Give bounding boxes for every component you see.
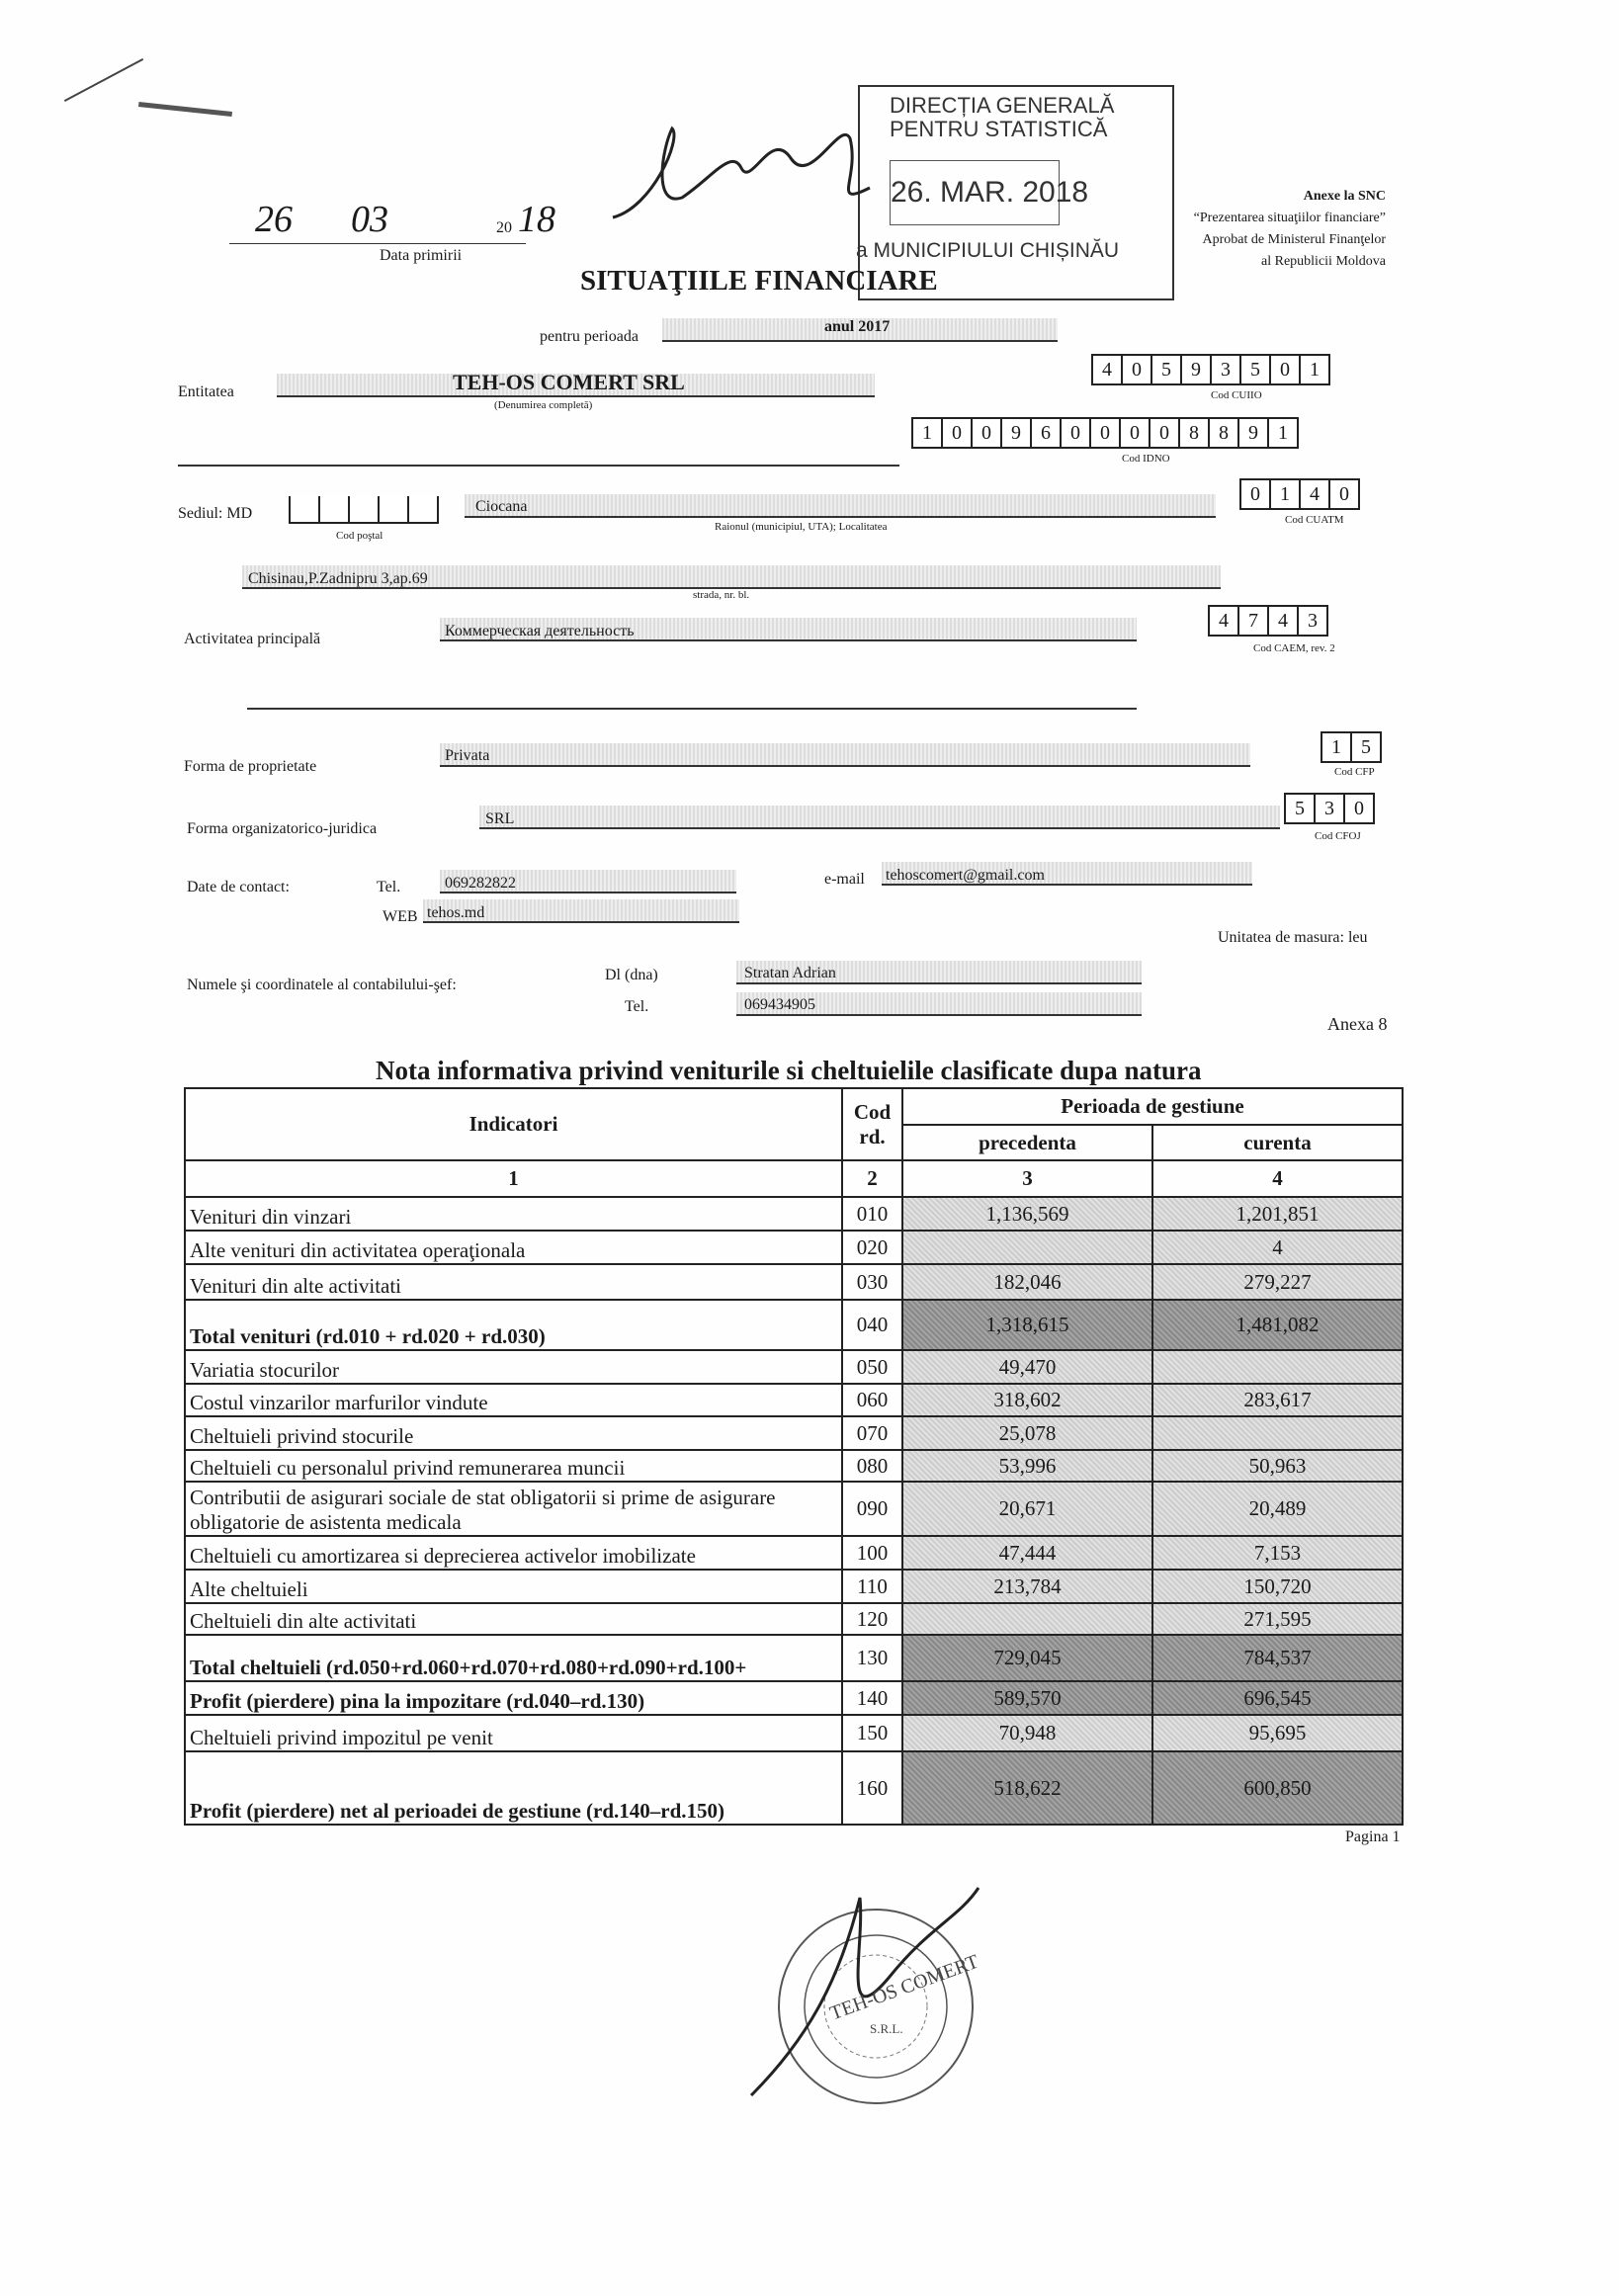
code-digit: 0 [1091,419,1121,447]
page-number: Pagina 1 [1345,1828,1401,1845]
value-previous: 25,078 [902,1416,1152,1450]
signature [593,109,890,237]
cuatm-code-boxes [1239,478,1360,510]
table-row [185,1350,1403,1384]
row-label: Cheltuieli privind stocurile [185,1416,842,1450]
idno-label: Cod IDNO [1122,453,1170,465]
annex-number: Anexa 8 [1327,1014,1388,1034]
value-current: 1,201,851 [1152,1197,1403,1231]
receipt-day: 26 [255,199,293,240]
pen-mark [64,58,143,102]
row-code: 110 [842,1570,902,1603]
column-number: 1 [185,1160,842,1197]
code-digit: 4 [1093,356,1123,383]
seal-name: TEH-OS COMERT [826,1950,982,2025]
value-current: 4 [1152,1231,1403,1264]
code-digit: 0 [1271,356,1301,383]
entity-sublabel: (Denumirea completă) [494,399,593,411]
accountant-name: Stratan Adrian [744,965,836,981]
code-digit: 9 [1239,419,1269,447]
value-current: 600,850 [1152,1751,1403,1825]
value-previous: 589,570 [902,1681,1152,1715]
row-code: 010 [842,1197,902,1231]
annex-line: al Republicii Moldova [1261,254,1386,269]
row-code: 120 [842,1603,902,1635]
code-digit: 0 [1150,419,1180,447]
code-digit: 0 [973,419,1002,447]
accountant-phone-label: Tel. [625,998,649,1015]
legal-form-label: Forma organizatorico-juridica [187,820,378,837]
value-current: 271,595 [1152,1603,1403,1635]
code-digit: 4 [1269,607,1299,635]
table-row [185,1264,1403,1300]
value-previous: 20,671 [902,1482,1152,1536]
row-label: Contributii de asigurari sociale de stat obligatorii si prime de asigurare obligatorie de asistenta medicala [185,1482,842,1536]
table-row [185,1681,1403,1715]
code-digit: 0 [1339,483,1349,505]
code-digit: 6 [1032,419,1062,447]
code-digit: 8 [1210,419,1239,447]
row-code: 090 [842,1482,902,1536]
row-code: 160 [842,1751,902,1825]
idno-code-boxes [911,417,1299,449]
row-label: Alte cheltuieli [185,1570,842,1603]
receipt-year: 18 [518,199,555,240]
code-digit: 1 [913,419,943,447]
code-digit: 5 [1241,356,1271,383]
document-title: SITUAŢIILE FINANCIARE [580,265,938,297]
web-value: tehos.md [427,904,485,921]
row-label: Cheltuieli privind impozitul pe venit [185,1715,842,1751]
row-label: Venituri din vinzari [185,1197,842,1231]
note-title: Nota informativa privind veniturile si cheltuielile clasificate dupa natura [376,1056,1202,1085]
stamp-line: DIRECȚIA GENERALĂ [890,93,1115,118]
table-row [185,1197,1403,1231]
row-code: 060 [842,1384,902,1416]
annex-line: “Prezentarea situaţiilor financiare” [1193,211,1386,225]
code-digit: 0 [1123,356,1152,383]
code-digit: 1 [1322,733,1352,761]
value-current: 150,720 [1152,1570,1403,1603]
code-digit: 1 [1271,480,1301,508]
email-value: tehoscomert@gmail.com [886,867,1045,884]
table-row [185,1384,1403,1416]
caem-label: Cod CAEM, rev. 2 [1253,642,1335,654]
value-current: 20,489 [1152,1482,1403,1536]
cfoj-code-boxes [1284,793,1375,824]
table-row [185,1482,1403,1536]
cfp-code-boxes [1321,731,1382,763]
code-digit: 3 [1316,795,1345,822]
row-label: Profit (pierdere) pina la impozitare (rd.040–rd.130) [185,1681,842,1715]
table-row [185,1751,1403,1825]
value-current: 784,537 [1152,1635,1403,1681]
value-current: 50,963 [1152,1450,1403,1482]
value-current: 95,695 [1152,1715,1403,1751]
value-previous: 1,318,615 [902,1300,1152,1350]
code-digit: 0 [1062,419,1091,447]
accountant-name-label: Dl (dna) [605,967,658,983]
stamp-line: a MUNICIPIULUI CHIȘINĂU [856,239,1120,262]
code-digit: 1 [1310,359,1320,381]
receipt-year-prefix: 20 [496,219,512,236]
column-number: 4 [1152,1160,1403,1197]
web-label: WEB [383,908,418,925]
property-label: Forma de proprietate [184,758,317,775]
seat-label: Sediul: MD [178,505,253,522]
property-value: Privata [445,747,490,764]
locality-value: Ciocana [475,498,528,515]
value-previous: 318,602 [902,1384,1152,1416]
pen-mark [138,102,232,117]
code-digit: 3 [1308,610,1318,632]
period-label: pentru perioada [540,328,639,345]
value-previous: 213,784 [902,1570,1152,1603]
cuatm-label: Cod CUATM [1285,514,1344,526]
value-previous: 182,046 [902,1264,1152,1300]
row-code: 070 [842,1416,902,1450]
phone-value: 069282822 [445,875,516,892]
value-previous: 518,622 [902,1751,1152,1825]
code-digit: 0 [1121,419,1150,447]
row-code: 130 [842,1635,902,1681]
table-row [185,1635,1403,1681]
value-previous: 1,136,569 [902,1197,1152,1231]
period-value: anul 2017 [824,318,891,335]
value-current [1152,1416,1403,1450]
row-code: 150 [842,1715,902,1751]
row-code: 030 [842,1264,902,1300]
value-previous [902,1603,1152,1635]
locality-label: Raionul (municipiul, UTA); Localitatea [715,521,888,533]
header-indicators: Indicatori [185,1088,842,1160]
value-current: 279,227 [1152,1264,1403,1300]
unit-label: Unitatea de masura: leu [1218,929,1368,946]
value-current: 283,617 [1152,1384,1403,1416]
value-previous: 729,045 [902,1635,1152,1681]
code-digit: 7 [1239,607,1269,635]
cuiio-code-boxes [1091,354,1330,385]
value-current: 696,545 [1152,1681,1403,1715]
table-row [185,1300,1403,1350]
legal-form-value: SRL [485,810,515,827]
table-row [185,1450,1403,1482]
code-digit: 4 [1210,607,1239,635]
code-digit: 8 [1180,419,1210,447]
code-digit: 0 [943,419,973,447]
table-row [185,1570,1403,1603]
email-label: e-mail [824,871,865,888]
table-row [185,1603,1403,1635]
row-label: Variatia stocurilor [185,1350,842,1384]
row-label: Profit (pierdere) net al perioadei de gestiune (rd.140–rd.150) [185,1751,842,1825]
receipt-month: 03 [351,199,388,240]
street-value: Chisinau,P.Zadnipru 3,ap.69 [248,570,428,587]
receipt-label: Data primirii [380,247,463,264]
code-digit: 0 [1354,798,1364,819]
row-code: 140 [842,1681,902,1715]
row-label: Cheltuieli din alte activitati [185,1603,842,1635]
street-label: strada, nr. bl. [693,589,750,601]
code-digit: 9 [1002,419,1032,447]
table-row [185,1416,1403,1450]
row-label: Alte venituri din activitatea operaţionala [185,1231,842,1264]
code-digit: 0 [1241,480,1271,508]
row-label: Total venituri (rd.010 + rd.020 + rd.030) [185,1300,842,1350]
row-code: 100 [842,1536,902,1570]
phone-label: Tel. [377,879,401,895]
row-code: 080 [842,1450,902,1482]
value-previous: 70,948 [902,1715,1152,1751]
activity-label: Activitatea principală [184,631,321,647]
table-row [185,1715,1403,1751]
contact-label: Date de contact: [187,879,290,895]
column-number: 3 [902,1160,1152,1197]
value-current: 7,153 [1152,1536,1403,1570]
code-digit: 5 [1152,356,1182,383]
entity-name: TEH-OS COMERT SRL [453,370,685,394]
value-previous: 47,444 [902,1536,1152,1570]
stamp-line: PENTRU STATISTICĂ [890,117,1108,141]
row-label: Costul vinzarilor marfurilor vindute [185,1384,842,1416]
row-label: Cheltuieli cu personalul privind remunerarea muncii [185,1450,842,1482]
column-number: 2 [842,1160,902,1197]
header-period: Perioada de gestiune [902,1088,1403,1125]
code-digit: 5 [1286,795,1316,822]
header-previous: precedenta [902,1125,1152,1160]
accountant-phone: 069434905 [744,996,815,1013]
postal-code-label: Cod poştal [336,530,383,542]
code-digit: 1 [1278,422,1288,444]
code-digit: 3 [1212,356,1241,383]
accountant-label: Numele şi coordinatele al contabilului-şef: [187,977,457,993]
cfoj-label: Cod CFOJ [1315,830,1361,842]
row-code: 040 [842,1300,902,1350]
row-code: 050 [842,1350,902,1384]
value-previous: 49,470 [902,1350,1152,1384]
code-digit: 5 [1361,736,1371,758]
header-current: curenta [1152,1125,1403,1160]
row-label: Total cheltuieli (rd.050+rd.060+rd.070+rd.080+rd.090+rd.100+ [185,1635,842,1681]
table-row [185,1536,1403,1570]
header-code: Cod rd. [842,1088,902,1160]
annex-line: Aprobat de Ministerul Finanţelor [1202,232,1386,247]
income-expense-table [184,1087,1404,1826]
postal-code-boxes [289,496,439,524]
annex-title: Anexe la SNC [1303,189,1386,204]
value-current [1152,1350,1403,1384]
cfp-label: Cod CFP [1334,766,1375,778]
activity-value: Коммерческая деятельность [445,623,635,639]
code-digit: 9 [1182,356,1212,383]
row-code: 020 [842,1231,902,1264]
caem-code-boxes [1208,605,1328,637]
seal-suffix: S.R.L. [870,2021,903,2036]
cuiio-label: Cod CUIIO [1211,389,1262,401]
row-label: Venituri din alte activitati [185,1264,842,1300]
stamp-date: 26. MAR. 2018 [890,160,1060,225]
code-digit: 4 [1301,480,1330,508]
value-previous [902,1231,1152,1264]
value-current: 1,481,082 [1152,1300,1403,1350]
value-previous: 53,996 [902,1450,1152,1482]
entity-label: Entitatea [178,383,234,400]
row-label: Cheltuieli cu amortizarea si deprecierea activelor imobilizate [185,1536,842,1570]
table-row [185,1231,1403,1264]
